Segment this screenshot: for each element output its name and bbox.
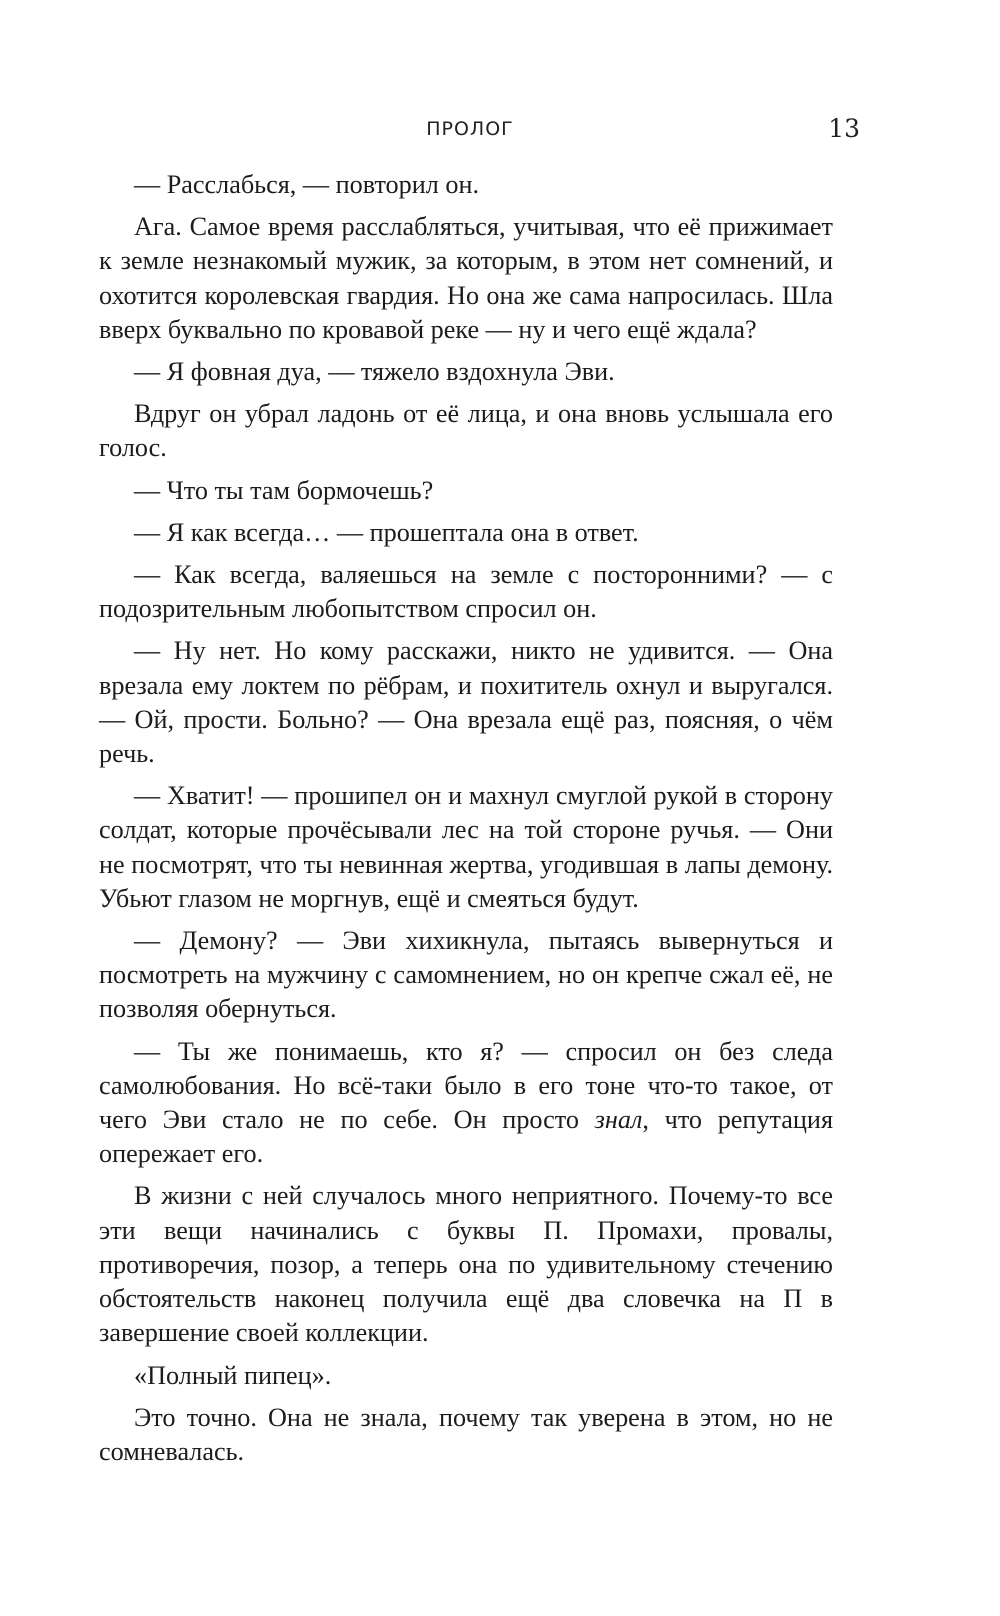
paragraph <box>99 1035 833 1172</box>
emphasis-text: знал <box>594 1105 643 1135</box>
page-number: 13 <box>828 114 860 143</box>
paragraph: — Хватит! — прошипел он и махнул смуглой рукой в сторону солдат, которые прочёсывали лес на той стороне ручья. — Они не посмотрят, что ты невинная жертва, угодившая в лапы демону. Убьют глазом не моргнув, ещё и смеяться будут. <box>99 781 833 913</box>
text-body <box>99 168 833 1477</box>
running-head <box>0 112 1000 152</box>
paragraph: — Я фовная дуа, — тяжело вздохнула Эви. <box>134 357 615 387</box>
paragraph: — Что ты там бормочешь? <box>134 475 434 505</box>
paragraph: В жизни с ней случалось много неприятного. Почему-то все эти вещи начинались с буквы П. Промахи, провалы, противоречия, позор, а теперь она по удивительному стечению обстоятельств наконец получила ещё два словечка на П в завершение своей коллекции. <box>99 1181 833 1348</box>
chapter-title: ПРОЛОГ <box>426 118 514 140</box>
paragraph: Ага. Самое время расслабляться, учитывая, что её прижимает к земле незнакомый мужик, за которым, в этом нет сомнений, и охотится королевская гвардия. Но она же сама напросилась. Шла вверх буквально по кровавой реке — ну и чего ещё ждала? <box>99 212 833 344</box>
paragraph: — Демону? — Эви хихикнула, пытаясь вывернуться и посмотреть на мужчину с самомнением, но он крепче сжал её, не позволяя обернуться. <box>99 926 833 1024</box>
paragraph: «Полный пипец». <box>134 1360 332 1390</box>
paragraph-text: , что репутация опережает его. <box>99 1105 833 1169</box>
paragraph: — Ну нет. Но кому расскажи, никто не удивится. — Она врезала ему локтем по рёбрам, и похититель охнул и выругался. — Ой, прости. Больно? — Она врезала ещё раз, поясняя, о чём речь. <box>99 636 833 769</box>
paragraph: — Расслабься, — повторил он. <box>134 170 480 199</box>
paragraph-text: — Ты же понимаешь, кто я? — спросил он без следа самолюбования. Но всё-таки было в его тоне что-то такое, от чего Эви стало не по себе. Он просто <box>99 1036 833 1135</box>
paragraph: Это точно. Она не знала, почему так уверена в этом, но не сомневалась. <box>99 1402 833 1466</box>
paragraph: Вдруг он убрал ладонь от её лица, и она вновь услышала его голос. <box>99 399 833 463</box>
paragraph: — Я как всегда… — прошептала она в ответ. <box>134 517 639 547</box>
paragraph: — Как всегда, валяешься на земле с посторонними? — с подозрительным любопытством спросил он. <box>99 560 833 624</box>
